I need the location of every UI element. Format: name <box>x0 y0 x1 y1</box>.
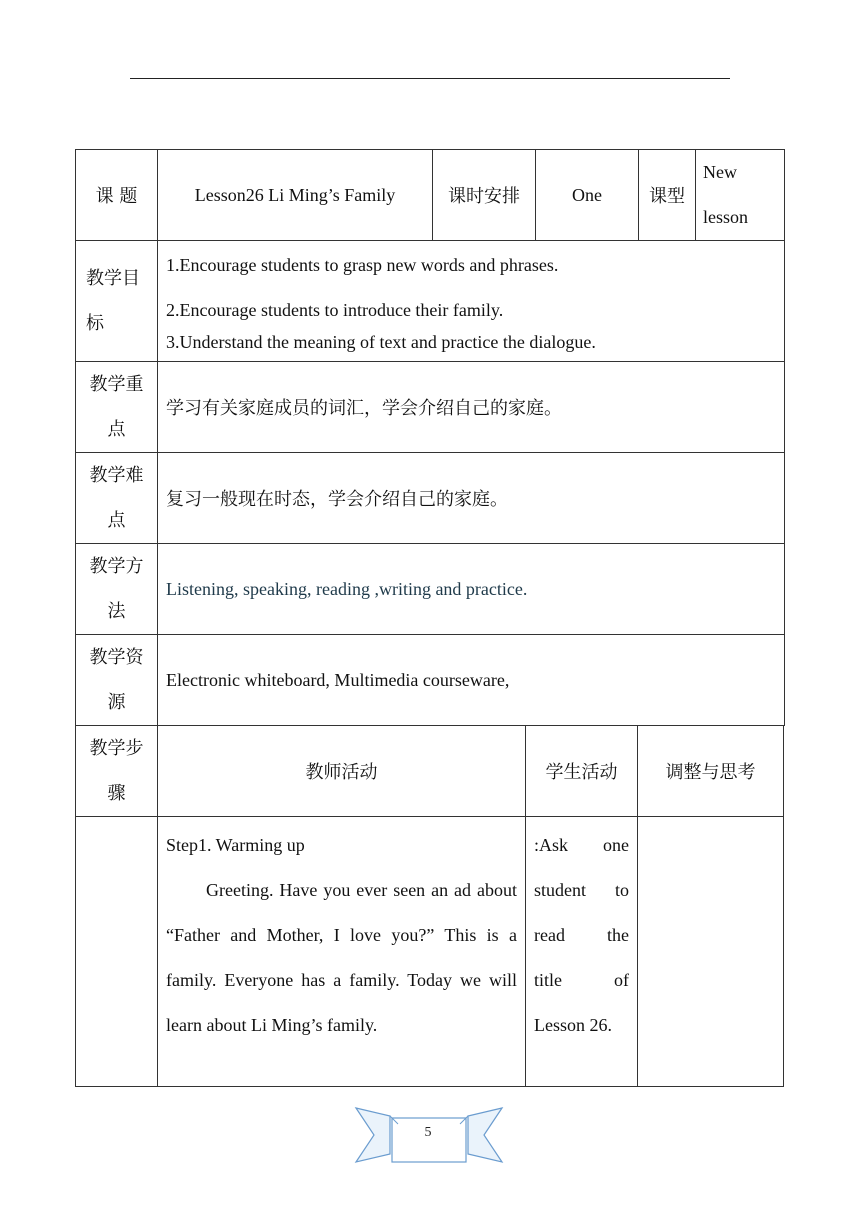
difficulties-content: 复习一般现在时态，学会介绍自己的家庭。 <box>157 452 785 544</box>
difficulties-label-line1: 教学难 <box>89 465 144 486</box>
student-line-5: Lesson 26. <box>534 1015 612 1035</box>
steps-label-line2: 骤 <box>107 783 126 804</box>
resources-label <box>75 634 158 726</box>
type-value-line2: lesson <box>703 207 748 227</box>
resources-label-line1: 教学资 <box>89 647 144 668</box>
header-rule <box>130 78 730 79</box>
objective-item-3: 3.Understand the meaning of text and practice the dialogue. <box>166 332 596 352</box>
student-line-3: read the <box>534 925 629 945</box>
key-points-content: 学习有关家庭成员的词汇，学会介绍自己的家庭。 <box>157 361 785 453</box>
key-points-label-line2: 点 <box>107 419 126 440</box>
student-activity-content <box>525 816 638 1087</box>
steps-label <box>75 725 158 817</box>
type-label: 课型 <box>638 149 696 241</box>
type-value-line1: New <box>703 162 737 182</box>
key-points-label <box>75 361 158 453</box>
topic-value: Lesson26 Li Ming’s Family <box>157 149 433 241</box>
step1-title: Step1. Warming up <box>166 835 305 855</box>
reflection-content <box>637 816 784 1087</box>
resources-label-line2: 源 <box>107 692 126 713</box>
difficulties-label-line2: 点 <box>107 510 126 531</box>
resources-content: Electronic whiteboard, Multimedia courseware, <box>157 634 785 726</box>
step1-body: Greeting. Have you ever seen an ad about “Father and Mother, I love you?” This is a family. Everyone has a family. Today we will learn about Li Ming’s family. <box>166 880 517 1035</box>
topic-label: 课 题 <box>75 149 158 241</box>
methods-label-line2: 法 <box>107 601 126 622</box>
reflection-header: 调整与思考 <box>637 725 784 817</box>
objectives-label <box>75 240 158 362</box>
student-line-1: :Ask one <box>534 835 629 855</box>
schedule-label: 课时安排 <box>432 149 536 241</box>
student-line-4: title of <box>534 970 629 990</box>
student-line-2: student to <box>534 880 629 900</box>
methods-content: Listening, speaking, reading ,writing and practice. <box>157 543 785 635</box>
methods-label <box>75 543 158 635</box>
objectives-content <box>157 240 785 362</box>
teacher-activity-header: 教师活动 <box>157 725 526 817</box>
difficulties-label <box>75 452 158 544</box>
schedule-value: One <box>535 149 639 241</box>
student-activity-header: 学生活动 <box>525 725 638 817</box>
steps-label-line1: 教学步 <box>89 738 144 759</box>
step-label-empty <box>75 816 158 1087</box>
key-points-label-line1: 教学重 <box>89 374 144 395</box>
objectives-label-line2: 标 <box>86 313 104 334</box>
objectives-label-line1: 教学目 <box>86 268 140 289</box>
type-value <box>695 149 785 241</box>
teacher-activity-content <box>157 816 526 1087</box>
methods-label-line1: 教学方 <box>89 556 144 577</box>
page-number: 5 <box>424 1125 432 1140</box>
objective-item-2: 2.Encourage students to introduce their family. <box>166 300 504 320</box>
objective-item-1: 1.Encourage students to grasp new words and phrases. <box>166 255 559 275</box>
